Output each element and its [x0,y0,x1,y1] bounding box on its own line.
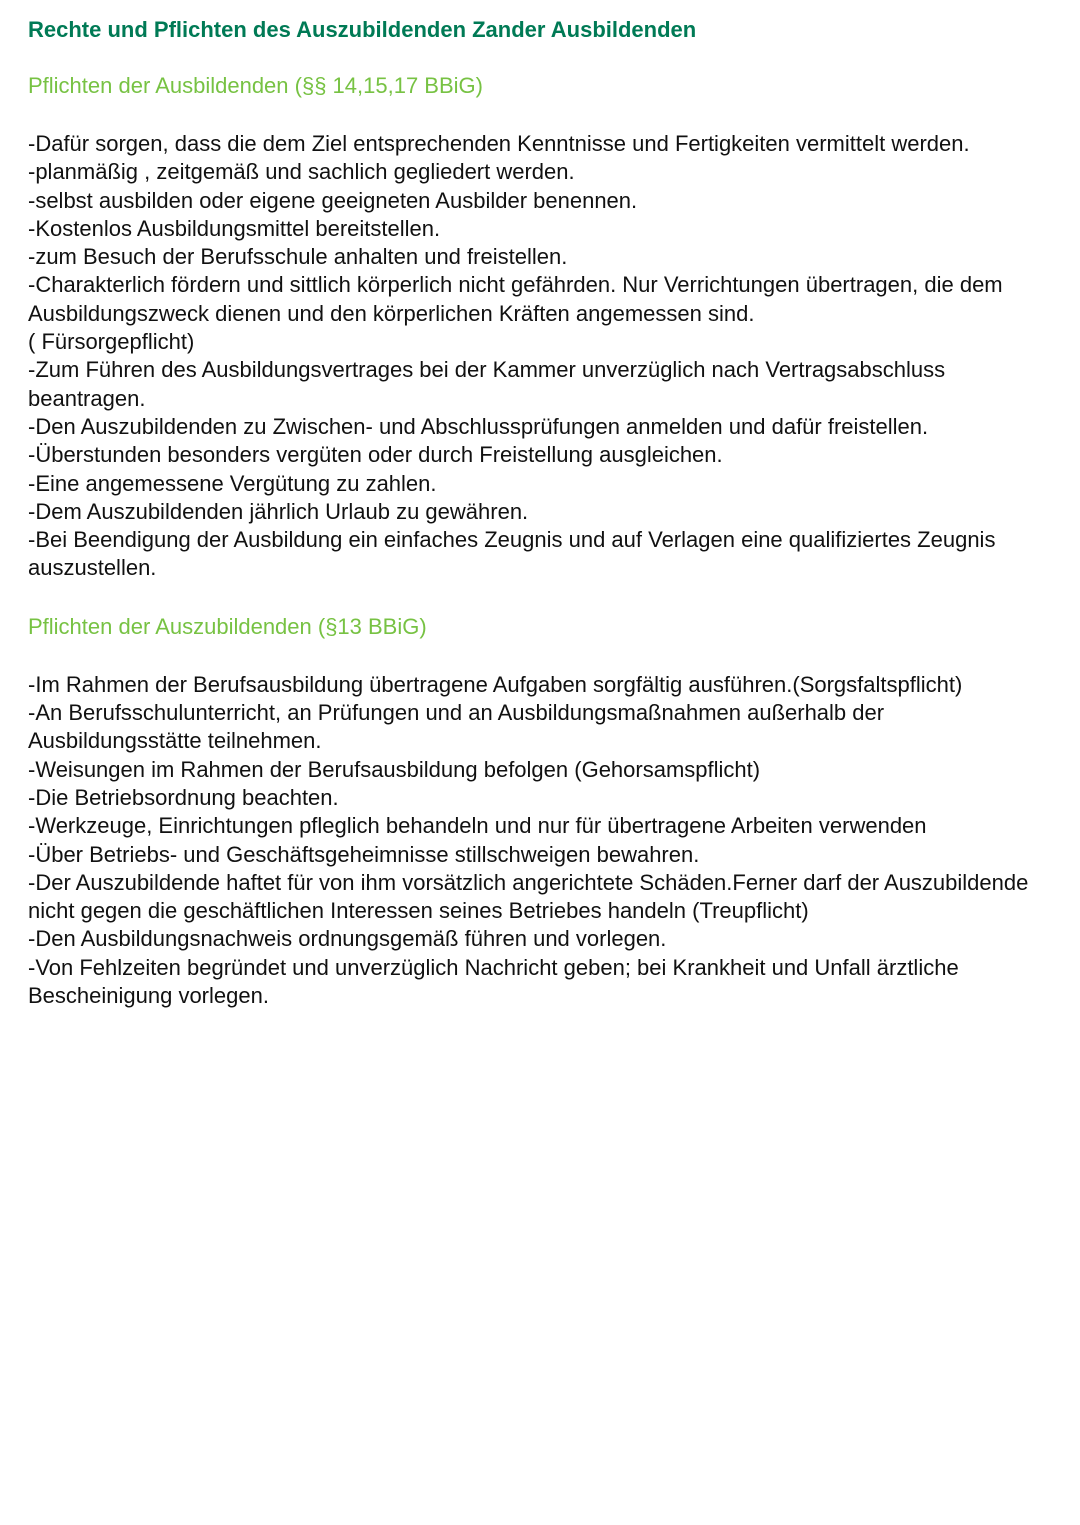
list-item: -planmäßig , zeitgemäß und sachlich gegliedert werden. [28,159,575,185]
list-item: -Den Ausbildungsnachweis ordnungsgemäß führen und vorlegen. [28,926,667,952]
list-item: -Dafür sorgen, dass die dem Ziel entsprechenden Kenntnisse und Fertigkeiten vermittelt werden. [28,131,970,156]
list-item: -Werkzeuge, Einrichtungen pfleglich behandeln und nur für übertragene Arbeiten verwenden [28,813,927,839]
section-trainer-duties [28,70,1058,583]
section-heading-trainee-duties: Pflichten der Auszubildenden (§13 BBiG) [28,613,427,639]
section-heading-trainer-duties: Pflichten der Ausbildenden (§§ 14,15,17 BBiG) [28,73,483,98]
trainer-duties-list [28,130,1058,583]
list-item: -Kostenlos Ausbildungsmittel bereitstellen. [28,215,441,241]
list-item: -Weisungen im Rahmen der Berufsausbildung befolgen (Gehorsamspflicht) [28,756,761,782]
list-item: -Eine angemessene Vergütung zu zahlen. [28,470,437,496]
list-item: -Zum Führen des Ausbildungsvertrages bei der Kammer unverzüglich nach Vertragsabschluss beantragen. [28,357,952,411]
list-item: -Im Rahmen der Berufsausbildung übertragene Aufgaben sorgfältig ausführen.(Sorgsfaltspflicht) [28,671,963,697]
document-page [28,14,1058,1010]
list-item: -Von Fehlzeiten begründet und unverzüglich Nachricht geben; bei Krankheit und Unfall ärztliche Bescheinigung vorlegen. [28,954,965,1009]
trainee-duties-list [28,671,1058,1011]
list-item: -Den Auszubildenden zu Zwischen- und Abschlussprüfungen anmelden und dafür freistellen. [28,413,929,439]
list-item: -An Berufsschulunterricht, an Prüfungen und an Ausbildungsmaßnahmen außerhalb der Ausbildungsstätte teilnehmen. [28,700,889,754]
section-trainee-duties [28,611,1058,1011]
list-item: -Dem Auszubildenden jährlich Urlaub zu gewähren. [28,498,529,524]
list-item: -Die Betriebsordnung beachten. [28,784,339,810]
list-item: -Charakterlich fördern und sittlich körperlich nicht gefährden. Nur Verrichtungen übertragen, die dem Ausbildungszweck dienen und den körperlichen Kräften angemessen sind. [28,272,1008,326]
list-item: -selbst ausbilden oder eigene geeigneten Ausbilder benennen. [28,187,638,213]
list-item: -Überstunden besonders vergüten oder durch Freistellung ausgleichen. [28,442,723,468]
list-item: -Bei Beendigung der Ausbildung ein einfaches Zeugnis und auf Verlagen eine qualifiziertes Zeugnis auszustellen. [28,527,1002,581]
list-item: ( Fürsorgepflicht) [28,329,195,355]
list-item: -Über Betriebs- und Geschäftsgeheimnisse stillschweigen bewahren. [28,841,700,867]
list-item: -Der Auszubildende haftet für von ihm vorsätzlich angerichtete Schäden.Ferner darf der Auszubildende nicht gegen die geschäftlichen Interessen seines Betriebes handeln (Treupflicht) [28,869,1035,924]
document-title: Rechte und Pflichten des Auszubildenden Zander Ausbildenden [28,17,697,42]
list-item: -zum Besuch der Berufsschule anhalten und freistellen. [28,244,568,270]
